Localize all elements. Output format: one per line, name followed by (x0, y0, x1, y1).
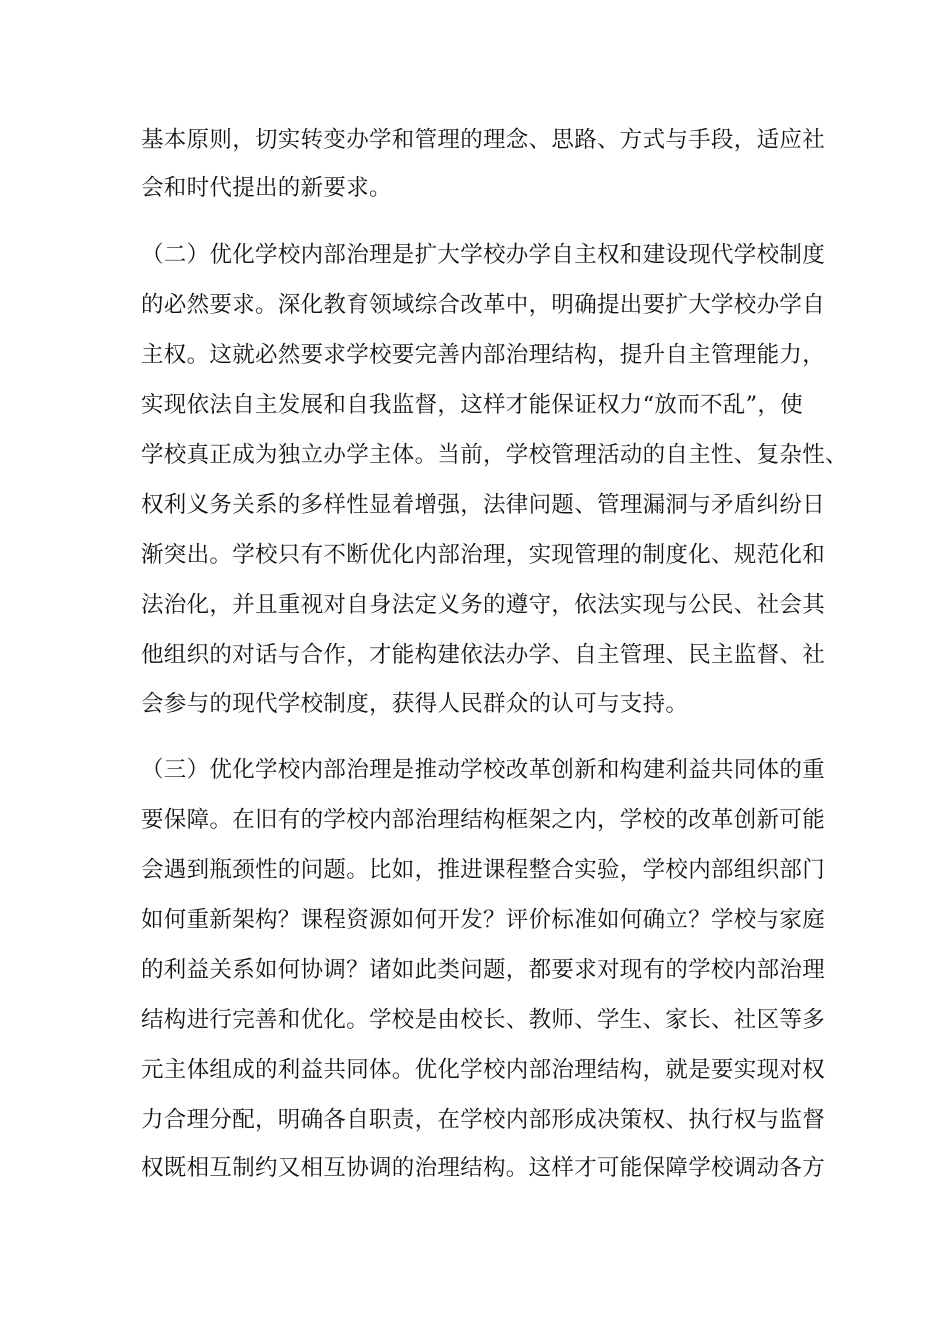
text-line: 要保障。在旧有的学校内部治理结构框架之内，学校的改革创新可能 (141, 807, 826, 833)
text-line: 力合理分配，明确各自职责，在学校内部形成决策权、执行权与监督 (141, 1107, 826, 1133)
text-line: 的必然要求。深化教育领域综合改革中，明确提出要扩大学校办学自 (141, 292, 826, 318)
text-line: 会遇到瓶颈性的问题。比如，推进课程整合实验，学校内部组织部门 (141, 857, 826, 883)
text-line: 学校真正成为独立办学主体。当前，学校管理活动的自主性、复杂性、 (141, 442, 848, 468)
text-line: 的利益关系如何协调？诸如此类问题，都要求对现有的学校内部治理 (141, 957, 826, 983)
text-line: 实现依法自主发展和自我监督，这样才能保证权力“放而不乱”，使 (141, 392, 804, 418)
text-line: （三）优化学校内部治理是推动学校改革创新和构建利益共同体的重 (141, 757, 826, 783)
text-line: （二）优化学校内部治理是扩大学校办学自主权和建设现代学校制度 (141, 242, 826, 268)
text-line: 会和时代提出的新要求。 (141, 175, 392, 201)
text-line: 法治化，并且重视对自身法定义务的遵守，依法实现与公民、社会其 (141, 592, 826, 618)
text-line: 主权。这就必然要求学校要完善内部治理结构，提升自主管理能力， (141, 342, 826, 368)
text-line: 结构进行完善和优化。学校是由校长、教师、学生、家长、社区等多 (141, 1007, 826, 1033)
text-line: 渐突出。学校只有不断优化内部治理，实现管理的制度化、规范化和 (141, 542, 826, 568)
text-line: 元主体组成的利益共同体。优化学校内部治理结构，就是要实现对权 (141, 1057, 826, 1083)
text-line: 会参与的现代学校制度，获得人民群众的认可与支持。 (141, 691, 689, 717)
text-line: 如何重新架构？课程资源如何开发？评价标准如何确立？学校与家庭 (141, 907, 826, 933)
text-line: 权既相互制约又相互协调的治理结构。这样才可能保障学校调动各方 (141, 1155, 826, 1181)
text-line: 基本原则，切实转变办学和管理的理念、思路、方式与手段，适应社 (141, 127, 826, 153)
text-line: 他组织的对话与合作，才能构建依法办学、自主管理、民主监督、社 (141, 642, 826, 668)
text-line: 权利义务关系的多样性显着增强，法律问题、管理漏洞与矛盾纠纷日 (141, 492, 826, 518)
